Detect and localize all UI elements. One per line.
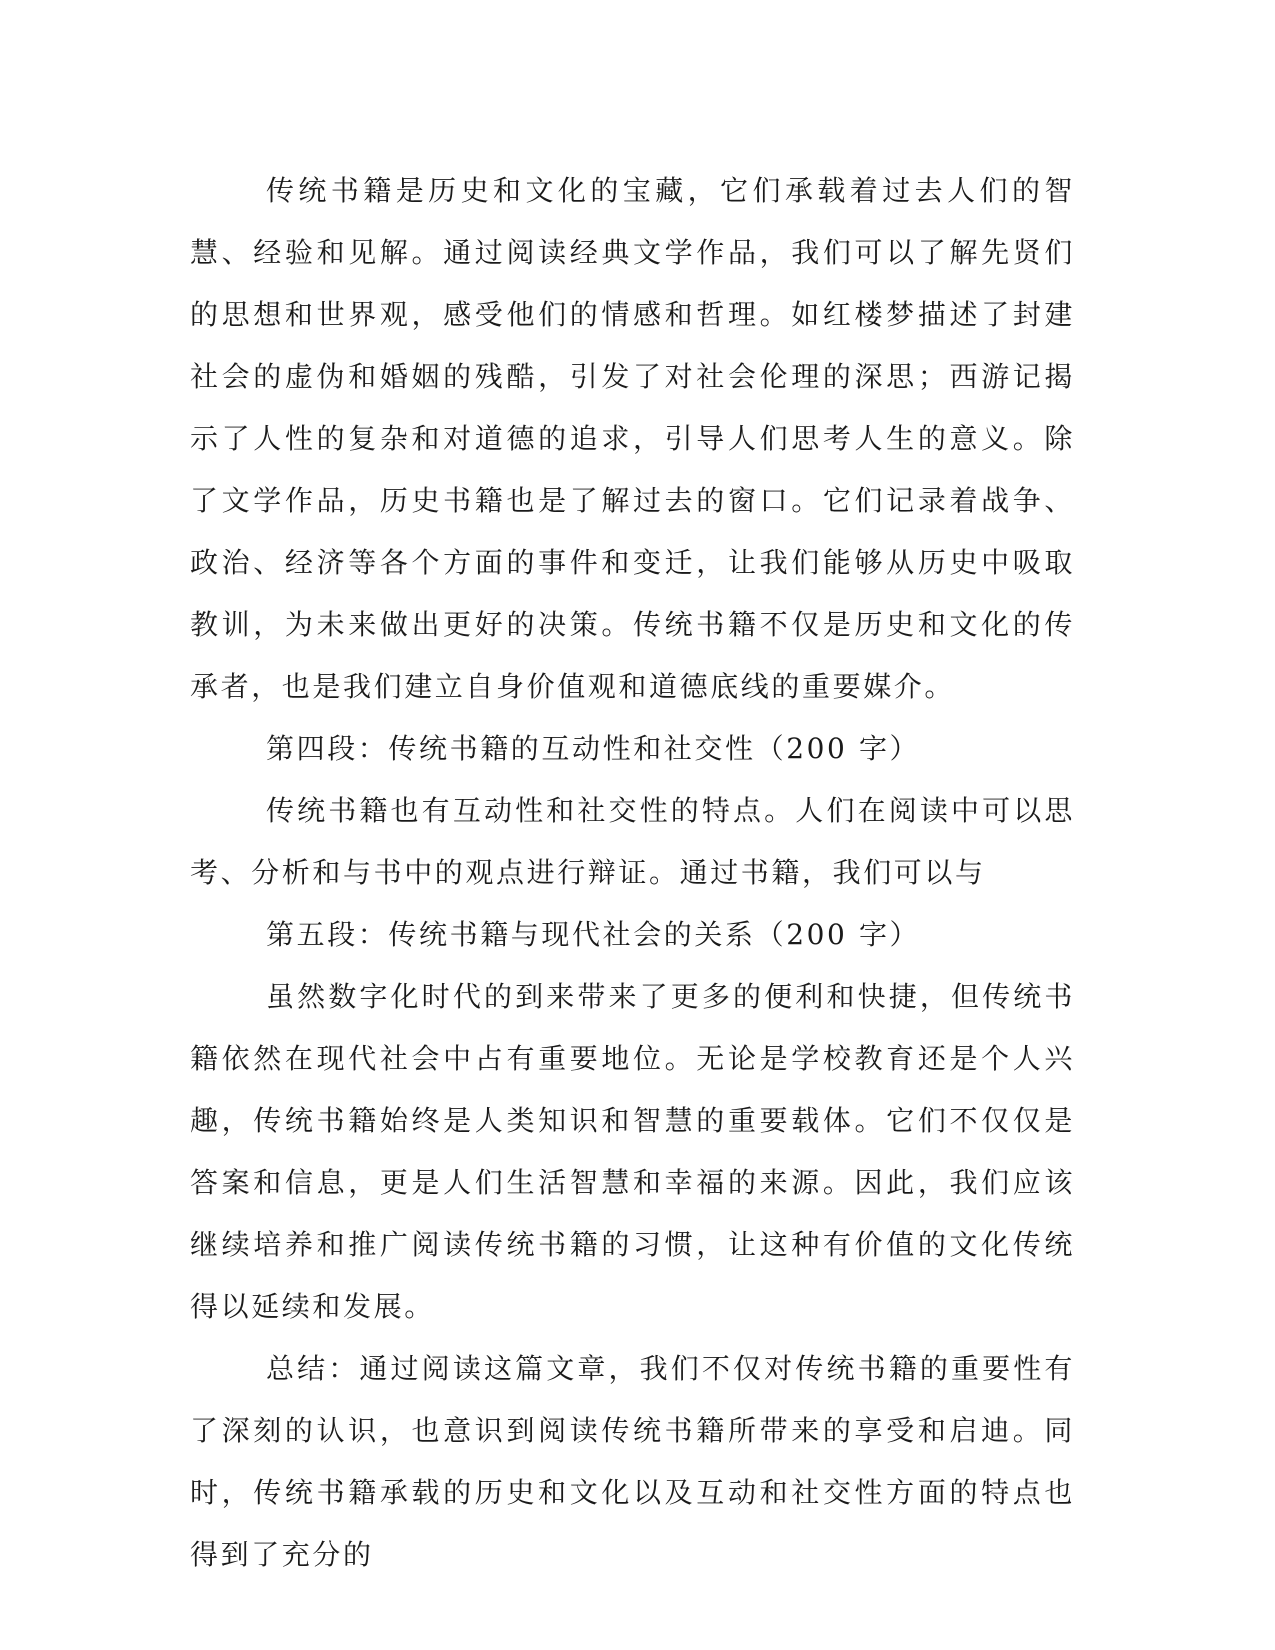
section-heading-part-four: 第四段：传统书籍的互动性和社交性（200 字）	[266, 732, 921, 765]
paragraph-summary: 总结：通过阅读这篇文章，我们不仅对传统书籍的重要性有了深刻的认识，也意识到阅读传统书籍所带来的享受和启迪。同时，传统书籍承载的历史和文化以及互动和社交性方面的特点也得到了充分的	[190, 1352, 1075, 1571]
document-page	[190, 160, 1075, 1586]
paragraph-modern-society: 虽然数字化时代的到来带来了更多的便利和快捷，但传统书籍依然在现代社会中占有重要地位。无论是学校教育还是个人兴趣，传统书籍始终是人类知识和智慧的重要载体。它们不仅仅是答案和信息，更是人们生活智慧和幸福的来源。因此，我们应该继续培养和推广阅读传统书籍的习惯，让这种有价值的文化传统得以延续和发展。	[190, 980, 1075, 1323]
section-heading-part-five: 第五段：传统书籍与现代社会的关系（200 字）	[266, 918, 921, 951]
paragraph-traditional-books-heritage: 传统书籍是历史和文化的宝藏，它们承载着过去人们的智慧、经验和见解。通过阅读经典文学作品，我们可以了解先贤们的思想和世界观，感受他们的情感和哲理。如红楼梦描述了封建社会的虚伪和婚姻的残酷，引发了对社会伦理的深思；西游记揭示了人性的复杂和对道德的追求，引导人们思考人生的意义。除了文学作品，历史书籍也是了解过去的窗口。它们记录着战争、政治、经济等各个方面的事件和变迁，让我们能够从历史中吸取教训，为未来做出更好的决策。传统书籍不仅是历史和文化的传承者，也是我们建立自身价值观和道德底线的重要媒介。	[190, 174, 1075, 703]
paragraph-interactivity: 传统书籍也有互动性和社交性的特点。人们在阅读中可以思考、分析和与书中的观点进行辩证。通过书籍，我们可以与	[190, 794, 1075, 889]
